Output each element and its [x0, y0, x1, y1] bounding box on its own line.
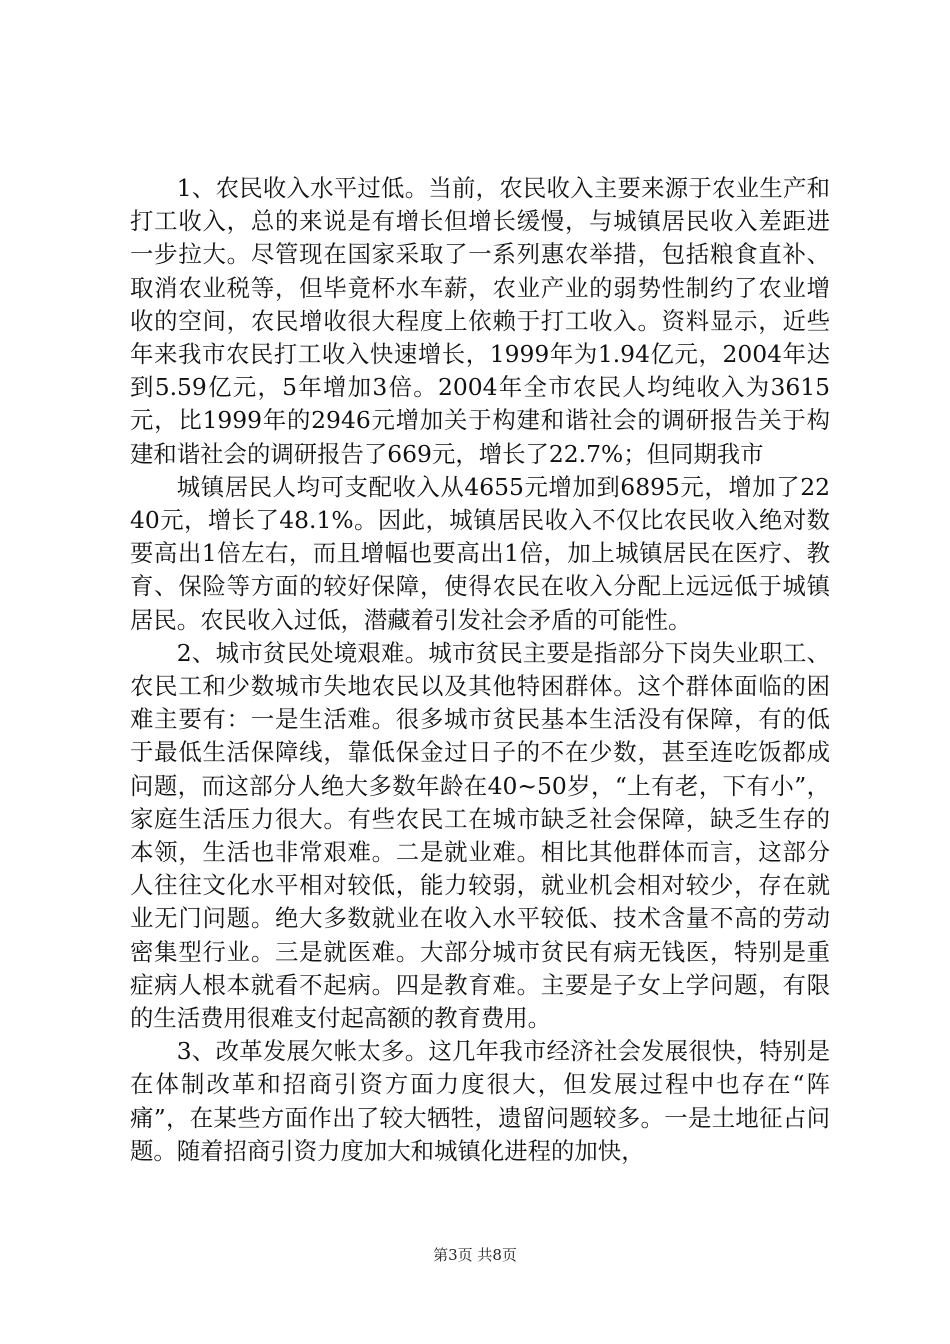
- body-text: [130, 172, 830, 1168]
- paragraph-reform-debt: 3、改革发展欠帐太多。这几年我市经济社会发展很快，特别是在体制改革和招商引资方面力度很大，但发展过程中也存在“阵痛”，在某些方面作出了较大牺牲，遗留问题较多。一是土地征占问题。随着招商引资力度加大和城镇化进程的加快，: [130, 1037, 830, 1165]
- paragraph-urban-poor: 2、城市贫民处境艰难。城市贫民主要是指部分下岗失业职工、农民工和少数城市失地农民以及其他特困群体。这个群体面临的困难主要有：一是生活难。很多城市贫民基本生活没有保障，有的低于最低生活保障线，靠低保金过日子的不在少数，甚至连吃饭都成问题，而这部分人绝大多数年龄在40~50岁，“上有老，下有小”，家庭生活压力很大。有些农民工在城市缺乏社会保障，缺乏生存的本领，生活也非常艰难。二是就业难。相比其他群体而言，这部分人往往文化水平相对较低，能力较弱，就业机会相对较少，存在就业无门问题。绝大多数就业在收入水平较低、技术含量不高的劳动密集型行业。三是就医难。大部分城市贫民有病无钱医，特别是重症病人根本就看不起病。四是教育难。主要是子女上学问题，有限的生活费用很难支付起高额的教育费用。: [130, 638, 830, 1033]
- page-footer: 第3页 共8页: [433, 1246, 517, 1264]
- paragraph-farmer-income: 1、农民收入水平过低。当前，农民收入主要来源于农业生产和打工收入，总的来说是有增长但增长缓慢，与城镇居民收入差距进一步拉大。尽管现在国家采取了一系列惠农举措，包括粮食直补、取消农业税等，但毕竟杯水车薪，农业产业的弱势性制约了农业增收的空间，农民增收很大程度上依赖于打工收入。资料显示，近些年来我市农民打工收入快速增长，1999年为1.94亿元，2004年达到5.59亿元，5年增加3倍。2004年全市农民人均纯收入为3615元，比1999年的2946元增加关于构建和谐社会的调研报告关于构建和谐社会的调研报告了669元，增长了22.7%；但同期我市: [130, 174, 830, 468]
- paragraph-urban-income: 城镇居民人均可支配收入从4655元增加到6895元，增加了2240元，增长了48.1%。因此，城镇居民收入不仅比农民收入绝对数要高出1倍左右，而且增幅也要高出1倍，加上城镇居民在医疗、教育、保险等方面的较好保障，使得农民在收入分配上远远低于城镇居民。农民收入过低，潜藏着引发社会矛盾的可能性。: [130, 472, 830, 634]
